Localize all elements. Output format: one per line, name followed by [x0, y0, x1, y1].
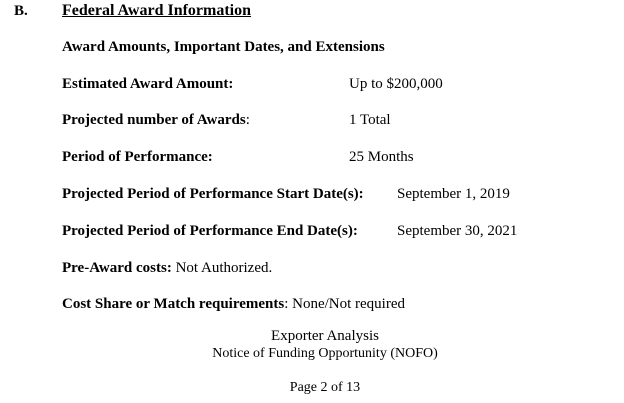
pre-award-costs — [62, 261, 272, 276]
period-of-performance-value: 25 Months — [349, 149, 414, 165]
section-label: B. — [14, 3, 28, 19]
pre-award-costs-value: Not Authorized. — [175, 260, 273, 276]
cost-share-label: Cost Share or Match requirements — [62, 296, 285, 312]
start-date-value: September 1, 2019 — [397, 186, 510, 202]
end-date-value: September 30, 2021 — [397, 223, 518, 239]
footer-subtitle: Notice of Funding Opportunity (NOFO) — [212, 346, 438, 361]
start-date-label: Projected Period of Performance Start Date(s): — [62, 186, 364, 202]
footer-title: Exporter Analysis — [271, 328, 379, 344]
projected-number-of-awards-label — [62, 113, 250, 128]
cost-share — [62, 297, 405, 312]
subheading: Award Amounts, Important Dates, and Extensions — [62, 39, 385, 55]
projected-number-of-awards-value: 1 Total — [349, 112, 391, 128]
section-title: Federal Award Information — [62, 2, 252, 19]
cost-share-value: : None/Not required — [284, 296, 406, 312]
estimated-award-amount-label: Estimated Award Amount: — [62, 76, 234, 92]
estimated-award-amount-value: Up to $200,000 — [349, 76, 443, 92]
projected-number-of-awards-label-colon: : — [245, 112, 250, 128]
period-of-performance-label: Period of Performance: — [62, 149, 213, 165]
end-date-label: Projected Period of Performance End Date(s): — [62, 223, 358, 239]
projected-number-of-awards-label-text: Projected number of Awards — [62, 112, 246, 128]
pre-award-costs-label: Pre-Award costs: — [62, 260, 172, 276]
page-number: Page 2 of 13 — [289, 380, 361, 395]
